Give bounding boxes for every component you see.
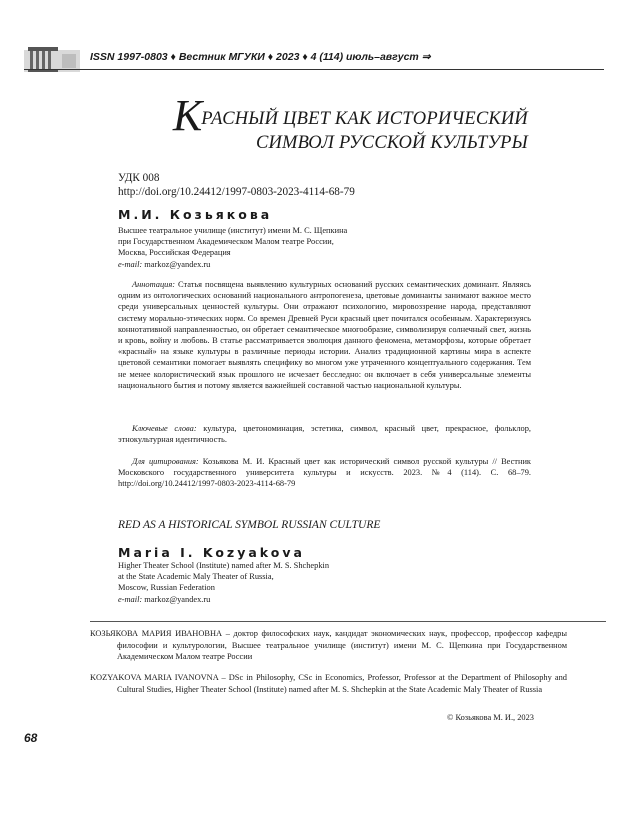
- email-line: [118, 594, 329, 605]
- article-title-line-2: СИМВОЛ РУССКОЙ КУЛЬТУРЫ: [255, 133, 528, 153]
- author-bio-ru: КОЗЬЯКОВА МАРИЯ ИВАНОВНА – доктор философских наук, кандидат экономических наук, профессор, профессор кафедры философии и культурологии, Высшее театральное училище (институт) имени М. С. Щепкина при Государственном Академическом Малом театре России: [90, 629, 567, 662]
- keywords-text: культура, цветономинация, эстетика, символ, красный цвет, прекрасное, фольклор, этнокультурная идентичность.: [118, 424, 531, 445]
- abstract: [118, 279, 531, 391]
- citation-label: Для цитирования:: [132, 457, 199, 466]
- email-address[interactable]: markoz@yandex.ru: [144, 594, 211, 604]
- title-line-1-rest: РАСНЫЙ ЦВЕТ КАК ИСТОРИЧЕСКИЙ: [201, 109, 528, 129]
- copyright: © Козьякова М. И., 2023: [447, 713, 534, 722]
- affiliation-line: Высшее театральное училище (институт) имени М. С. Щепкина: [118, 226, 348, 235]
- email-label: e-mail:: [118, 594, 143, 604]
- affiliation-line: Москва, Российская Федерация: [118, 248, 231, 258]
- keywords-label: Ключевые слова:: [132, 424, 197, 433]
- affiliation-line: Moscow, Russian Federation: [118, 583, 215, 593]
- title-initial: К: [172, 91, 203, 140]
- page-number: 68: [24, 731, 38, 745]
- author-name-ru: М.И. Козьякова: [118, 207, 273, 222]
- footnote-rule: [90, 621, 606, 622]
- citation-text: Козьякова М. И. Красный цвет как исторический символ русской культуры // Вестник Московского государственного университета культуры и искусств. 2023. №4 (114). С. 68–79. http://doi.org/10.24412/1997-0803-2023-4114-68-79: [118, 457, 531, 489]
- affiliation-ru: [118, 225, 347, 270]
- author-bio-en: KOZYAKOVA MARIA IVANOVNA – DSc in Philosophy, CSc in Economics, Professor, Professor at the Department of Philosophy and Cultural Studies, Higher Theater School (Institute) named after M. S. Shchepkin at the State Academic Maly Theater of Russia: [90, 673, 567, 694]
- affiliation-en: [118, 560, 329, 605]
- email-line: [118, 259, 347, 270]
- header-rule: [24, 69, 604, 70]
- article-title-line-1: [172, 91, 528, 140]
- keywords: [118, 423, 531, 445]
- doi-link[interactable]: http://doi.org/10.24412/1997-0803-2023-4114-68-79: [118, 186, 355, 198]
- abstract-text: Статья посвящена выявлению культурных оснований русских семантических доминант. Являясь одним из онтологических оснований национального антропогенеза, цветовые доминанты занимают важное место среди универсальных ценностей культуры. Они отражают психологию, мировоззрение народа, представляют систему морально-этических норм. Со времен Древней Руси красный цвет почитался особенным. Характеризуясь коннотативной направленностью, он обретает семантическое многообразие, символизируя солнечный свет, жизнь и кровь, войну и любовь. В статье рассматривается эволюция данного феномена, метаморфозы, которые обретает «красный» на языке культуры в различные периоды истории. Анализ традиционной картины мира в аспекте цветовой семантики помогает выявлять специфику во многом уже утраченного концептуального содержания. Тем не менее колористический язык прошлого не исчезает бесследно: он включает в себя универсальные элементы национального бытия и потому является важнейшей составной частью национальной культуры.: [118, 280, 531, 390]
- citation: [118, 456, 531, 490]
- abstract-label: Аннотация:: [132, 280, 176, 289]
- affiliation-line: Higher Theater School (Institute) named after M. S. Shchepkin: [118, 561, 330, 570]
- email-address[interactable]: markoz@yandex.ru: [144, 259, 211, 269]
- running-head: ISSN 1997-0803 ♦ Вестник МГУКИ ♦ 2023 ♦ 4 (114) июль–август ⇒: [90, 51, 431, 63]
- udk-code: УДК 008: [118, 172, 160, 184]
- affiliation-line: at the State Academic Maly Theater of Russia,: [118, 572, 274, 582]
- author-name-en: Maria I. Kozyakova: [118, 545, 305, 560]
- email-label: e-mail:: [118, 259, 143, 269]
- english-title: RED AS A HISTORICAL SYMBOL RUSSIAN CULTURE: [118, 519, 381, 531]
- affiliation-line: при Государственном Академическом Малом театре России,: [118, 237, 334, 247]
